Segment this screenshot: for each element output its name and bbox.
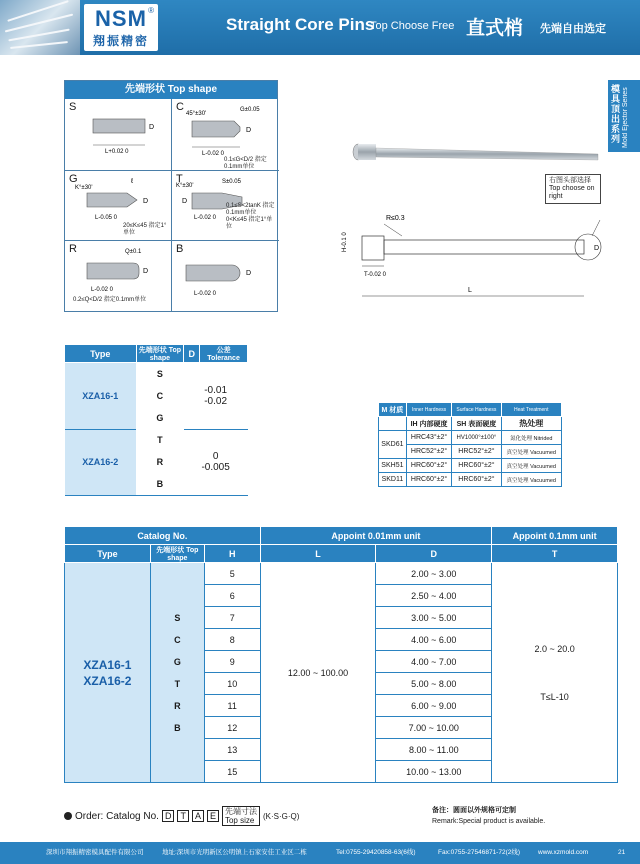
type-xza16-2: XZA16-2	[65, 429, 137, 496]
svg-text:45°±30': 45°±30'	[186, 111, 207, 117]
th-heat-treatment: Heat Treatment	[501, 403, 561, 417]
catalog-shapes: S C G T R B	[150, 563, 204, 783]
pins-thumbnail	[0, 0, 80, 55]
page-footer: 深圳市翔振精密模具配件有限公司 地址:深圳市光明新区公明镇上石家安佳工业区二栋 Tel:0755-29420858-63(6线) Fax:0755-27546871-72(2线) www.xzmold.com 21	[0, 842, 640, 864]
th-h: H	[204, 545, 260, 563]
th-appoint-01: Appoint 0.1mm unit	[492, 527, 618, 545]
svg-text:Q±0.1: Q±0.1	[125, 249, 142, 255]
th-material: M 材质	[379, 403, 407, 417]
svg-text:D: D	[149, 124, 155, 131]
material-table: M 材质 Inner Hardness Surface Hardness Heat Treatment IH 内部硬度 SH 表面硬度 热处理 SKD61 HRC43°±2° HV1000°±100° 氮化处理 Nitrided HRC52°±2° HRC52°±2° 真空处理 Vacuumed SKH51 HRC60°±2° HRC60°±2° 真空处理 Vacuumed SKD11 HRC60°±2° HRC60°±2° 真空处理 Vacuumed	[378, 402, 562, 487]
t-limit: T≤L-10	[540, 691, 569, 702]
h-label: H-0.1 0	[342, 232, 348, 252]
material-skh51: SKH51	[379, 459, 407, 473]
th-d-col: D	[376, 545, 492, 563]
sub-inner-hardness: IH 内部硬度	[406, 417, 452, 431]
shape-list-a: S C G	[156, 369, 164, 423]
svg-text:G±0.05: G±0.05	[240, 107, 260, 113]
catalog-type: XZA16-1 XZA16-2	[65, 563, 151, 783]
svg-text:D: D	[182, 198, 188, 205]
page-subtitle: Top Choose Free	[370, 20, 455, 32]
shape-cell-s: S D L+0.02 0	[65, 99, 172, 171]
svg-text:L-0.02 0: L-0.02 0	[194, 291, 217, 297]
l-label: L	[468, 287, 472, 294]
svg-text:D: D	[246, 270, 252, 277]
th-catalog-no: Catalog No.	[65, 527, 261, 545]
svg-text:K°±30': K°±30'	[176, 183, 194, 189]
type-xza16-1: XZA16-1	[65, 363, 137, 430]
top-choose-callout: 右图头部选择 Top choose on right	[545, 174, 601, 204]
tolerance-2: 0 -0.005	[184, 429, 248, 496]
material-skd11: SKD11	[379, 473, 407, 487]
series-side-tab: 模具顶出系列 Mold Ejector Series	[608, 80, 640, 152]
th-inner-hardness: Inner Hardness	[406, 403, 452, 417]
nsm-logo: NSM ® 翔振精密	[84, 4, 158, 51]
pin-technical-drawing	[330, 200, 610, 310]
th-l: L	[260, 545, 376, 563]
svg-text:S±0.05: S±0.05	[222, 179, 241, 185]
svg-text:L-0.05 0: L-0.05 0	[95, 215, 118, 221]
sub-surface-hardness: SH 表面硬度	[452, 417, 501, 431]
page-subtitle-cn: 先端自由选定	[540, 23, 606, 35]
th-cat-type: Type	[65, 545, 151, 563]
website-link[interactable]: www.xzmold.com	[538, 849, 589, 856]
core-pin-render	[350, 140, 600, 170]
th-surface-hardness: Surface Hardness	[452, 403, 501, 417]
th-t: T	[492, 545, 618, 563]
th-d: D	[184, 345, 200, 363]
shape-cell-b: B D L-0.02 0	[172, 241, 279, 312]
top-shape-panel	[64, 80, 278, 312]
page-title-cn: 直式梢	[466, 18, 524, 39]
tolerance-1: -0.01 -0.02	[184, 363, 248, 430]
bullet-icon	[64, 812, 72, 820]
svg-text:L-0.02 0: L-0.02 0	[194, 215, 217, 221]
svg-text:D: D	[246, 127, 252, 134]
svg-text:ℓ: ℓ	[131, 178, 134, 185]
shape-b-drawing	[172, 241, 279, 312]
th-type: Type	[65, 345, 137, 363]
page-number: 21	[618, 849, 626, 856]
shape-s-drawing	[65, 99, 172, 171]
order-label: Order: Catalog No.	[75, 810, 159, 822]
shape-list-b: T R B	[136, 429, 184, 496]
shape-cell-t: T K°±30' S±0.05 D L-0.02 0 0.1≤S<2tanK 指定0.1mm单位 0<K≤45 指定1°单位	[172, 171, 279, 241]
sub-heat-treatment: 热处理	[501, 417, 561, 431]
svg-text:D: D	[143, 268, 149, 275]
svg-text:L-0.02 0: L-0.02 0	[202, 151, 225, 157]
material-skd61: SKD61	[379, 431, 407, 459]
page-header	[0, 0, 640, 55]
type-tolerance-table	[64, 344, 248, 496]
top-shape-title: 先端形状 Top shape	[65, 81, 277, 99]
catalog-table: Catalog No. Appoint 0.01mm unit Appoint 0.1mm unit Type 先端形状 Top shape H L D T XZA16-1 XZA16-2 S C G T R B 5 12.00 ~ 100.00 2.00 ~ 3.00 2.0 ~ 20.0 T≤L-10 6 2.50 ~ 4.00 7 3.00 ~ 5.00 8 4.00 ~ 6.00 9 4.00 ~ 7.00 10 5.00 ~ 8.00 11 6.00 ~ 9.00 12 7.00 ~ 10.00 13 8.00 ~ 11.00 15 10.00 ~ 13.00	[64, 526, 618, 783]
svg-text:L-0.02 0: L-0.02 0	[91, 287, 114, 293]
svg-text:L+0.02 0: L+0.02 0	[105, 149, 129, 155]
t-range: 2.0 ~ 20.0	[534, 643, 575, 654]
shape-cell-r: R Q±0.1 D L-0.02 0 0.2≤Q<D/2 指定0.1mm单位	[65, 241, 172, 312]
svg-text:K°±30': K°±30'	[75, 185, 93, 191]
top-size-box: 先端寸法 Top size	[222, 806, 260, 826]
t-label: T-0.02 0	[364, 272, 387, 278]
svg-text:D: D	[143, 198, 149, 205]
shape-cell-g: G K°±30' ℓ D L-0.05 0 20≤K≤45 指定1°单位	[65, 171, 172, 241]
order-line: Order: Catalog No. D T A E 先端寸法 Top size (K·S·G·Q)	[64, 806, 299, 826]
radius-label: R≤0.3	[386, 215, 405, 222]
remark: 备注：圆面以外规格可定制 Remark:Special product is available.	[432, 807, 546, 825]
th-top-shape: 先端形状 Top shape	[136, 345, 184, 363]
page-title: Straight Core Pins	[226, 15, 375, 34]
shape-cell-c: C 45°±30' G±0.05 D L-0.02 0 0.1≤G<D/2 指定0.1mm单位	[172, 99, 279, 171]
catalog-t	[492, 563, 618, 783]
th-cat-top-shape: 先端形状 Top shape	[150, 545, 204, 563]
catalog-l-range: 12.00 ~ 100.00	[260, 563, 376, 783]
th-appoint-001: Appoint 0.01mm unit	[260, 527, 492, 545]
th-tolerance: 公差 Tolerance	[200, 345, 248, 363]
d-label: D	[594, 245, 600, 252]
